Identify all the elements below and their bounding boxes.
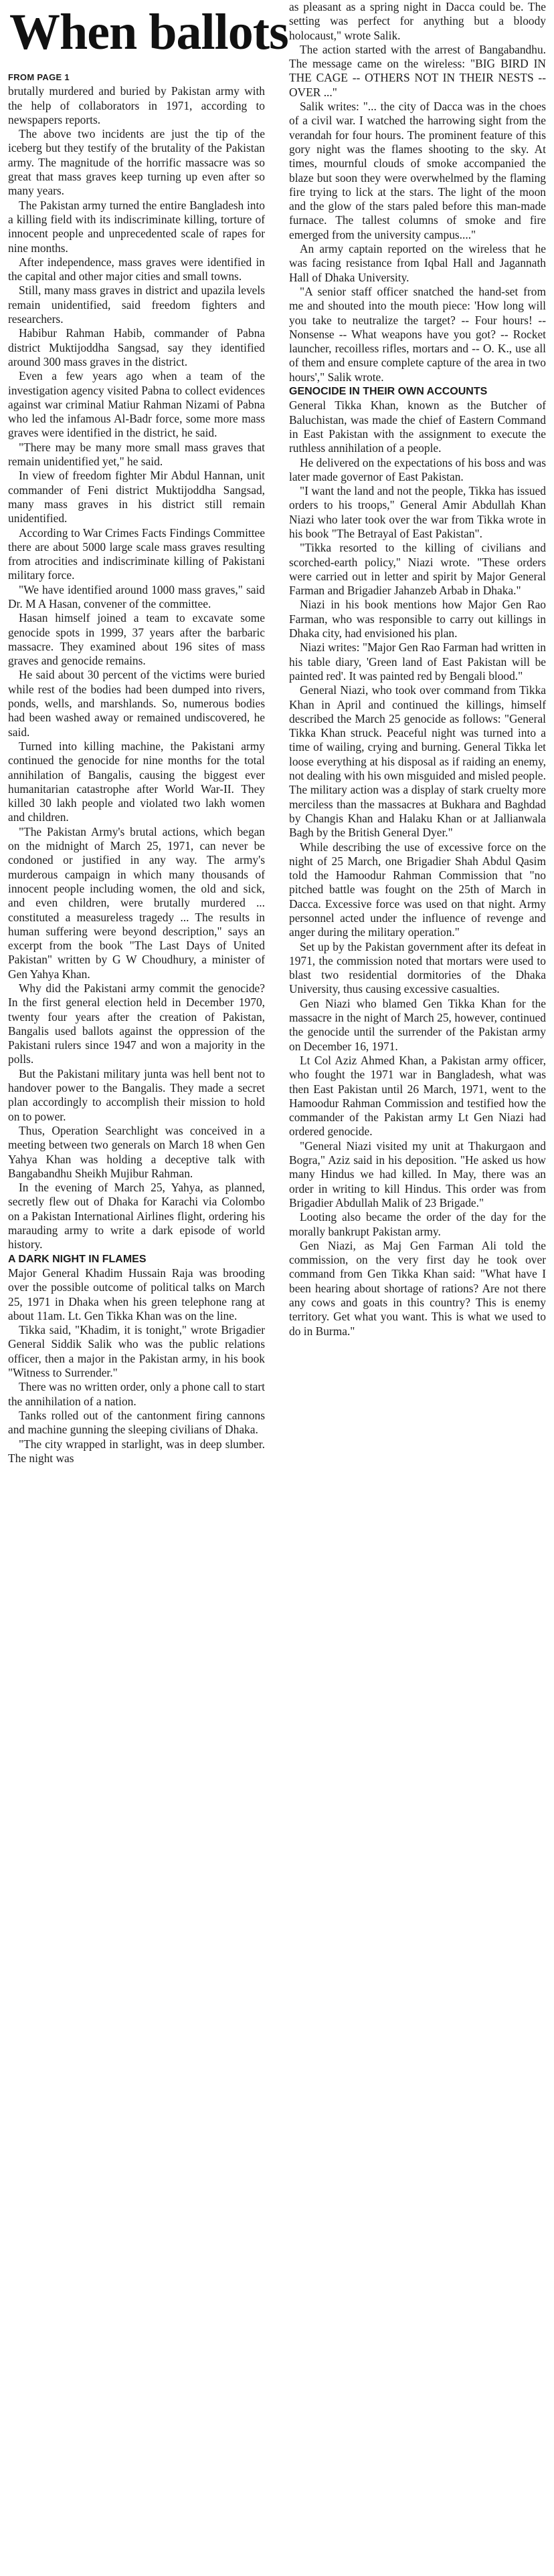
article-paragraph: General Tikka Khan, known as the Butcher of Baluchistan, was made the chief of Eastern Command in East Pakistan with the assignment to execute the ruthless annihilation of a people. bbox=[289, 398, 546, 455]
article-paragraph: "Tikka resorted to the killing of civilians and scorched-earth policy," Niazi wrote. "These orders were carried out in letter and spirit by Major General Farman and Brigadier Jahanzeb Arbab in Dhaka." bbox=[289, 541, 546, 598]
article-paragraph: He delivered on the expectations of his boss and was later made governor of East Pakistan. bbox=[289, 455, 546, 483]
article-paragraph: as pleasant as a spring night in Dacca could be. The setting was perfect for anything but a bloody holocaust," wrote Salik. bbox=[289, 0, 546, 42]
article-paragraph: There was no written order, only a phone call to start the annihilation of a nation. bbox=[8, 1380, 265, 1408]
left-column bbox=[8, 70, 265, 1466]
article-paragraph: Set up by the Pakistan government after its defeat in 1971, the commission noted that mortars were used to blast two residential dormitories of the Dhaka University, thus causing excessive casualties. bbox=[289, 939, 546, 996]
article-paragraph: General Niazi, who took over command from Tikka Khan in April and continued the killings, himself described the March 25 genocide as follows: "General Tikka Khan struck. Peaceful night was turned into a time of wailing, crying and burning. General Tikka let loose everything at his disposal as if raiding an enemy, not dealing with his own misguided and misled people. The military action was a display of stark cruelty more merciless than the massacres at Bukhara and Baghdad by Changis Khan and Halaku Khan or at Jallianwala Bagh by the British General Dyer." bbox=[289, 683, 546, 840]
article-paragraph: In view of freedom fighter Mir Abdul Hannan, unit commander of Feni district Muktijoddha Sangsad, many mass graves in his district still remain unidentified. bbox=[8, 469, 265, 525]
article-paragraph: Even a few years ago when a team of the investigation agency visited Pabna to collect evidences against war criminal Matiur Rahman Nizami of Pabna who led the infamous Al-Badr force, some more mass graves were identified in the district, he said. bbox=[8, 369, 265, 440]
article-paragraph: Niazi in his book mentions how Major Gen Rao Farman, who was responsible to carry out killings in Dhaka city, had envisioned his plan. bbox=[289, 598, 546, 640]
right-column bbox=[289, 0, 546, 1338]
article-paragraph: He said about 30 percent of the victims were buried while rest of the bodies had been dumped into rivers, ponds, wells, and marshlands. So, numerous bodies had been washed away or remained undiscovered, he said. bbox=[8, 668, 265, 739]
article-paragraph: "There may be many more small mass graves that remain unidentified yet," he said. bbox=[8, 440, 265, 469]
article-paragraph: According to War Crimes Facts Findings Committee there are about 5000 large scale mass graves resulting from atrocities and indiscriminate killing of Pakistani military force. bbox=[8, 525, 265, 582]
article-paragraph: Why did the Pakistani army commit the genocide? In the first general election held in December 1970, twenty four years after the creation of Pakistan, Bangalis used ballots against the oppression of the Pakistani rulers since 1947 and won a majority in the polls. bbox=[8, 981, 265, 1066]
article-paragraph: Tanks rolled out of the cantonment firing cannons and machine gunning the sleeping civilians of Dhaka. bbox=[8, 1408, 265, 1437]
headline: When ballots bbox=[9, 4, 288, 60]
article-paragraph: Hasan himself joined a team to excavate some genocide spots in 1999, 37 years after the barbaric massacre. They examined about 196 sites of mass graves and genocide remains. bbox=[8, 611, 265, 668]
article-paragraph: An army captain reported on the wireless that he was facing resistance from Iqbal Hall and Jagannath Hall of Dhaka University. bbox=[289, 242, 546, 284]
article-paragraph: The Pakistan army turned the entire Bangladesh into a killing field with its indiscriminate killing, torture of innocent people and unprecedented scale of rapes for nine months. bbox=[8, 198, 265, 255]
article-paragraph: But the Pakistani military junta was hell bent not to handover power to the Bangalis. They made a secret plan accordingly to accomplish their mission to hold on to power. bbox=[8, 1066, 265, 1123]
article-paragraph: While describing the use of excessive force on the night of 25 March, one Brigadier Shah Abdul Qasim told the Hamoodur Rahman Commission that "no pitched battle was fought on the 25th of March in Dacca. Excessive force was used on that night. Army personnel acted under the influence of revenge and anger during the military operation." bbox=[289, 840, 546, 939]
article-paragraph: "We have identified around 1000 mass graves," said Dr. M A Hasan, convener of the committee. bbox=[8, 582, 265, 610]
article-paragraph: "The Pakistan Army's brutal actions, which began on the midnight of March 25, 1971, can never be condoned or justified in any way. The army's murderous campaign in which many thousands of innocent people including women, the old and sick, and even children, were brutally murdered ... constituted a measureless tragedy ... The results in human suffering were beyond description," says an excerpt from the book "The Last Days of United Pakistan" written by G W Choudhury, a minister of Gen Yahya Khan. bbox=[8, 824, 265, 981]
article-paragraph: Gen Niazi who blamed Gen Tikka Khan for the massacre in the night of March 25, however, continued the genocide until the surrender of the Pakistan army on December 16, 1971. bbox=[289, 996, 546, 1053]
article-paragraph: Lt Col Aziz Ahmed Khan, a Pakistan army officer, who fought the 1971 war in Bangladesh, what was then East Pakistan until 26 March, 1971, went to the Hamoodur Rahman Commission and testified how the commander of the Pakistan army Lt Gen Niazi had ordered genocide. bbox=[289, 1053, 546, 1139]
article-paragraph: Tikka said, "Khadim, it is tonight," wrote Brigadier General Siddik Salik who was the public relations officer, then a major in the Pakistan army, in his book "Witness to Surrender." bbox=[8, 1323, 265, 1380]
article-paragraph: Habibur Rahman Habib, commander of Pabna district Muktijoddha Sangsad, say they identified around 300 mass graves in the district. bbox=[8, 326, 265, 368]
article-paragraph: "I want the land and not the people, Tikka has issued orders to his troops," General Amir Abdullah Khan Niazi who later took over the war from Tikka wrote in his book "The Betrayal of East Pakistan". bbox=[289, 484, 546, 540]
article-paragraph: Turned into killing machine, the Pakistani army continued the genocide for nine months for the total annihilation of Bangalis, causing the biggest ever humanitarian catastrophe after World War-II. They killed 30 lakh people and violated two lakh women and children. bbox=[8, 739, 265, 824]
jump-label: FROM PAGE 1 bbox=[8, 72, 70, 82]
article-paragraph: brutally murdered and buried by Pakistan army with the help of collaborators in 1971, according to newspapers reports. bbox=[8, 84, 265, 126]
article-paragraph: After independence, mass graves were identified in the capital and other major cities and small towns. bbox=[8, 255, 265, 283]
article-paragraph: Thus, Operation Searchlight was conceived in a meeting between two generals on March 18 when Gen Yahya Khan was holding a deceptive talk with Bangabandhu Sheikh Mujibur Rahman. bbox=[8, 1123, 265, 1180]
article-paragraph: "General Niazi visited my unit at Thakurgaon and Bogra," Aziz said in his deposition. "He asked us how many Hindus we had killed. In May, there was an order in writing to kill Hindus. This order was from Brigadier Abdullah Malik of 23 Brigade." bbox=[289, 1139, 546, 1209]
article-paragraph: Looting also became the order of the day for the morally bankrupt Pakistan army. bbox=[289, 1210, 546, 1238]
article-paragraph: Still, many mass graves in district and upazila levels remain unidentified, said freedom fighters and researchers. bbox=[8, 283, 265, 326]
subheading: A DARK NIGHT IN FLAMES bbox=[8, 1253, 147, 1265]
article-paragraph: "A senior staff officer snatched the hand-set from me and shouted into the mouth piece: 'How long will you take to neutralize the target? -- Four hours! -- Nonsense -- What weapons have you got? -- Rocket launcher, recoilless rifles, mortars and -- O. K., use all of them and ensure complete capture of the area in two hours'," Salik wrote. bbox=[289, 284, 546, 384]
article-paragraph: In the evening of March 25, Yahya, as planned, secretly flew out of Dhaka for Karachi via Colombo on a Pakistan International Airlines flight, ordering his marauding army to write a dark episode of world history. bbox=[8, 1181, 265, 1252]
article-paragraph: Niazi writes: "Major Gen Rao Farman had written in his table diary, 'Green land of East Pakistan will be painted red'. It was painted red by Bengali blood." bbox=[289, 640, 546, 683]
article-paragraph: "The city wrapped in starlight, was in deep slumber. The night was bbox=[8, 1437, 265, 1465]
article-paragraph bbox=[8, 70, 265, 84]
article-paragraph: The action started with the arrest of Bangabandhu. The message came on the wireless: "BIG BIRD IN THE CAGE -- OTHERS NOT IN THEIR NESTS -- OVER ..." bbox=[289, 42, 546, 99]
subheading: GENOCIDE IN THEIR OWN ACCOUNTS bbox=[289, 386, 488, 398]
article-paragraph: The above two incidents are just the tip of the iceberg but they testify of the brutality of the Pakistan army. The magnitude of the horrific massacre was so great that mass graves keep turning up even after so many years. bbox=[8, 127, 265, 198]
article-paragraph: Gen Niazi, as Maj Gen Farman Ali told the commission, on the very first day he took over command from Gen Tikka Khan said: "What have I been hearing about shortage of rations? Are not there any cows and goats in this country? This is enemy territory. Get what you want. This is what we used to do in Burma." bbox=[289, 1238, 546, 1338]
article-paragraph: Major General Khadim Hussain Raja was brooding over the possible outcome of political talks on March 25, 1971 in Dhaka when his green telephone rang at about 11am. Lt. Gen Tikka Khan was on the line. bbox=[8, 1266, 265, 1322]
article-paragraph: Salik writes: "... the city of Dacca was in the choes of a civil war. I watched the harrowing sight from the verandah for four hours. The prominent feature of this gory night was the flames shooting to the sky. At times, mournful clouds of smoke accompanied the blaze but soon they were overwhelmed by the flaming fire trying to lick at the stars. The light of the moon and the glow of the stars paled before this man-made furnace. The tallest columns of smoke and fire emerged from the university campus...." bbox=[289, 100, 546, 241]
